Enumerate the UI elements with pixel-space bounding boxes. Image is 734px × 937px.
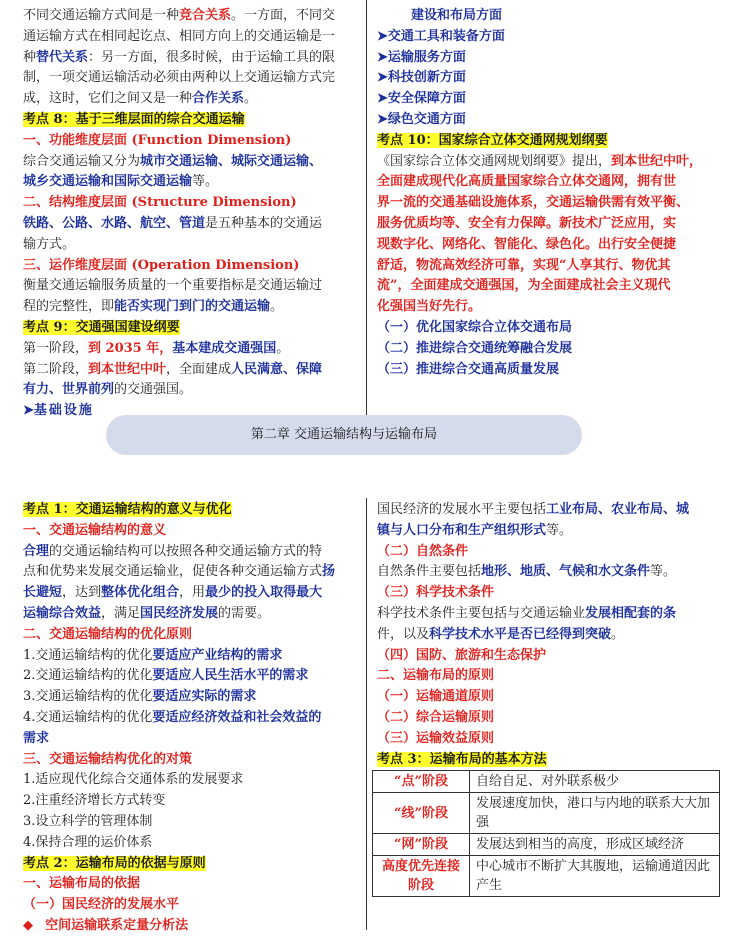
subsection-heading: （四）国防、旅游和生态保护	[377, 647, 547, 663]
paragraph-line: 全面建成现代化高质量国家综合立体交通网，拥有世	[377, 174, 677, 190]
paragraph-line: 界一流的交通基础设施体系，交通运输供需有效平衡、	[377, 195, 690, 211]
paragraph-line: 合理的交通运输结构可以按照各种交通运输方式的特	[23, 543, 323, 559]
paragraph-line: 自然条件主要包括地形、地质、气候和水文条件等。	[377, 564, 677, 580]
paragraph-line: 铁路、公路、水路、航空、管道是五种基本的交通运	[23, 215, 323, 231]
principle-item: 4.交通运输结构的优化要适应经济效益和社会效益的	[23, 709, 322, 725]
subsection-heading: （三）科学技术条件	[377, 585, 495, 601]
section-heading: 一、交通运输结构的意义	[23, 522, 167, 538]
principle-item: 2.交通运输结构的优化要适应人民生活水平的需求	[23, 668, 309, 684]
principle-item-continuation: 需求	[23, 730, 50, 746]
section-heading: 二、交通运输结构的优化原则	[23, 626, 193, 642]
paragraph-line: 制，一项交通运输活动必须由两种以上交通运输方式完	[23, 70, 336, 86]
paragraph-line: 流”，全面建成交通强国，为全面建成社会主义现代	[377, 278, 671, 294]
paragraph-line: 综合交通运输又分为城市交通运输、城际交通运输、	[23, 153, 323, 169]
principle-item: 3.交通运输结构的优化要适应实际的需求	[23, 689, 257, 705]
paragraph-line: 输方式。	[23, 236, 76, 252]
arrow-bullet-icon: ➤	[377, 49, 388, 65]
paragraph-line: 种替代关系：另一方面，很多时候，由于运输工具的限	[23, 49, 336, 65]
section-heading: 一、功能维度层面 (Function Dimension)	[23, 132, 292, 148]
bullet-item: ➤交通工具和装备方面	[377, 28, 505, 44]
subsection-heading: （一）国民经济的发展水平	[23, 897, 180, 913]
bullet-item: ➤科技创新方面	[377, 70, 466, 86]
paragraph-line: 舒适，物流高效经济可靠，实现“人享其行、物优其	[377, 257, 671, 273]
bullet-item: ➤绿色交通方面	[377, 111, 466, 127]
paragraph-line: 城乡交通运输和国际交通运输等。	[23, 174, 219, 190]
principle-item: 1.交通运输结构的优化要适应产业结构的需求	[23, 647, 283, 663]
left-bottom-column	[23, 500, 358, 937]
section-heading: 三、运作维度层面 (Operation Dimension)	[23, 257, 300, 273]
table-row	[373, 856, 720, 897]
bullet-item: ◆ 空间运输联系定量分析法	[23, 917, 189, 933]
paragraph-line: 现数字化、网络化、智能化、绿色化。出行安全便捷	[377, 236, 677, 252]
stage-table	[372, 770, 720, 897]
chapter-banner	[106, 415, 582, 455]
principle-item: （三）运输效益原则	[377, 730, 495, 746]
section-heading: 二、结构维度层面 (Structure Dimension)	[23, 195, 297, 211]
paragraph-line: 件，以及科学技术水平是否已经得到突破。	[377, 626, 625, 642]
task-item: （三）推进综合交通高质量发展	[377, 361, 560, 377]
key-point-1: 考点 1：交通运输结构的意义与优化	[23, 502, 232, 517]
table-cell-stage: “线”阶段	[373, 793, 470, 834]
arrow-bullet-icon: ➤	[377, 70, 388, 86]
key-point-10: 考点 10：国家综合立体交通网规划纲要	[377, 132, 608, 148]
key-point-2: 考点 2：运输布局的依据与原则	[23, 855, 206, 871]
bullet-continuation: 建设和布局方面	[411, 8, 503, 23]
measure-item: 1.适应现代化综合交通体系的发展要求	[23, 772, 244, 788]
column-divider-bottom	[366, 498, 367, 930]
right-top-column	[377, 6, 722, 380]
measure-item: 3.设立科学的管理体制	[23, 813, 153, 829]
table-cell-desc: 中心城市不断扩大其腹地，运输通道因此产生	[470, 856, 720, 897]
paragraph-line: 镇与人口分布和生产组织形式等。	[377, 522, 573, 538]
bullet-item: ➤运输服务方面	[377, 49, 466, 65]
paragraph-line: 科学技术条件主要包括与交通运输业发展相配套的条	[377, 605, 677, 621]
diamond-bullet-icon: ◆	[23, 917, 33, 933]
section-heading: 三、交通运输结构优化的对策	[23, 751, 193, 767]
section-heading: 一、运输布局的依据	[23, 876, 141, 892]
column-divider-top	[366, 0, 367, 415]
table-cell-desc: 发展速度加快，港口与内地的联系大大加强	[470, 793, 720, 834]
section-heading: 二、运输布局的原则	[377, 668, 495, 684]
arrow-bullet-icon: ➤	[377, 91, 388, 107]
measure-item: 4.保持合理的运价体系	[23, 834, 153, 850]
arrow-bullet-icon: ➤	[377, 28, 388, 44]
table-cell-stage: 高度优先连接阶段	[373, 856, 470, 897]
paragraph-line: 第二阶段，到本世纪中叶，全面建成人民满意、保障	[23, 361, 323, 377]
task-item: （二）推进综合交通统筹融合发展	[377, 340, 573, 356]
paragraph-line: 通运输方式在相同起讫点、相同方向上的交通运输是一	[23, 28, 336, 44]
paragraph-line: 服务优质均等、安全有力保障。新技术广泛应用，实	[377, 215, 677, 231]
paragraph-line: 成，这时，它们之间又是一种合作关系。	[23, 91, 258, 107]
paragraph-line: 《国家综合立体交通网规划纲要》提出，到本世纪中叶，	[377, 153, 703, 169]
table-cell-desc: 发展达到相当的高度，形成区域经济	[470, 834, 720, 856]
principle-item: （一）运输通道原则	[377, 689, 495, 705]
key-point-3: 考点 3：运输布局的基本方法	[377, 751, 547, 767]
key-point-8: 考点 8：基于三维层面的综合交通运输	[23, 111, 245, 127]
paragraph-line: 不同交通运输方式间是一种竞合关系。一方面，不同交	[23, 8, 336, 23]
right-bottom-column	[377, 500, 722, 770]
principle-item: （二）综合运输原则	[377, 709, 495, 725]
table-cell-stage: “网”阶段	[373, 834, 470, 856]
paragraph-line: 化强国当好先行。	[377, 299, 482, 315]
paragraph-line: 第一阶段，到 2035 年，基本建成交通强国。	[23, 340, 290, 356]
paragraph-line: 程的完整性，即能否实现门到门的交通运输。	[23, 299, 284, 315]
task-item: （一）优化国家综合立体交通布局	[377, 319, 573, 335]
table-row	[373, 834, 720, 856]
key-point-9: 考点 9：交通强国建设纲要	[23, 319, 180, 335]
paragraph-line: 有力、世界前列的交通强国。	[23, 382, 193, 398]
paragraph-line: 长避短，达到整体优化组合，用最少的投入取得最大	[23, 585, 323, 601]
paragraph-line: 运输综合效益，满足国民经济发展的需要。	[23, 605, 271, 621]
paragraph-line: 国民经济的发展水平主要包括工业布局、农业布局、城	[377, 502, 690, 517]
bullet-item: ➤安全保障方面	[377, 91, 466, 107]
left-top-column	[23, 6, 358, 422]
paragraph-line: 点和优势来发展交通运输业，促使各种交通运输方式扬	[23, 564, 336, 580]
table-cell-desc: 自给自足、对外联系极少	[470, 771, 720, 793]
subsection-heading: （二）自然条件	[377, 543, 469, 559]
arrow-bullet-icon: ➤	[377, 111, 388, 127]
arrow-bullet-icon: ➤	[23, 403, 34, 419]
table-cell-stage: “点”阶段	[373, 771, 470, 793]
table-row	[373, 771, 720, 793]
chapter-title: 第二章 交通运输结构与运输布局	[250, 427, 438, 442]
paragraph-line: 衡量交通运输服务质量的一个重要指标是交通运输过	[23, 278, 323, 294]
table-row	[373, 793, 720, 834]
measure-item: 2.注重经济增长方式转变	[23, 793, 166, 809]
bullet-item: ➤基础设施	[23, 403, 94, 419]
